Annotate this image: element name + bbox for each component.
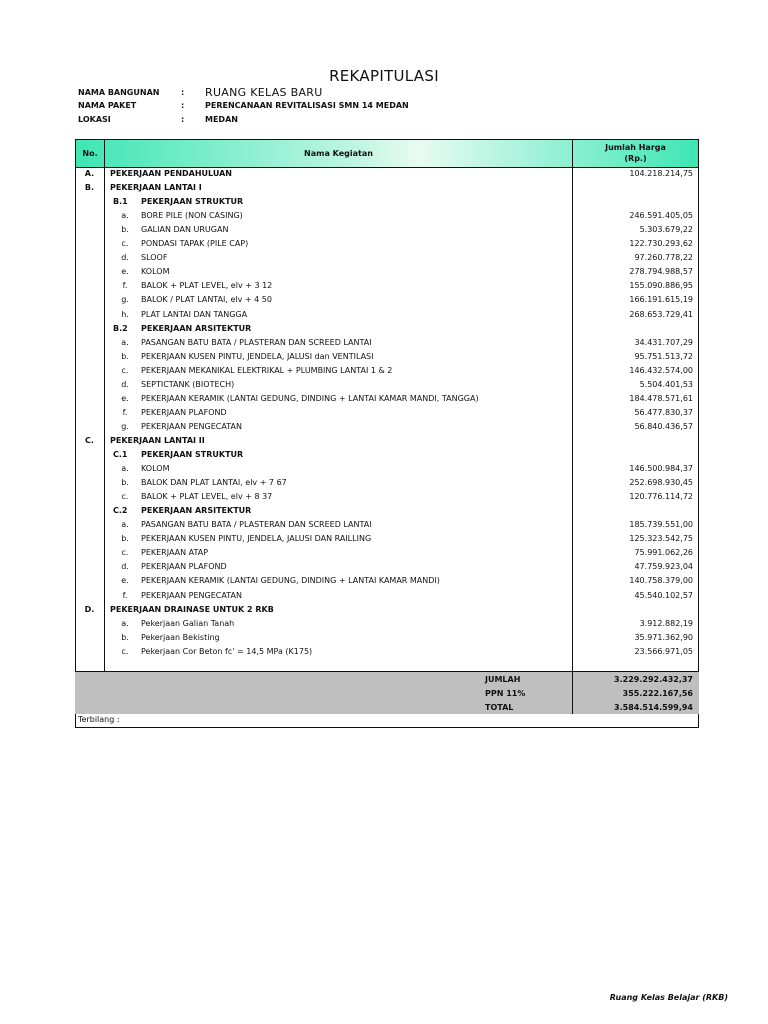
row-label: SLOOF <box>141 253 168 263</box>
table-row <box>75 322 699 336</box>
row-label: BORE PILE (NON CASING) <box>141 211 243 221</box>
row-label: BALOK / PLAT LANTAI, elv + 4 50 <box>141 295 272 305</box>
meta-value: MEDAN <box>205 115 238 124</box>
row-letter: b. <box>121 478 129 488</box>
row-label: SEPTICTANK (BIOTECH) <box>141 379 235 389</box>
table-row <box>75 308 699 322</box>
row-letter: a. <box>121 618 129 628</box>
row-letter: c. <box>121 239 129 249</box>
table-row <box>75 589 699 603</box>
row-value: 146.500.984,37 <box>629 464 693 474</box>
header-jumlah-line2: (Rp.) <box>624 154 647 163</box>
row-letter: a. <box>121 211 129 221</box>
row-label: PEKERJAAN DRAINASE UNTUK 2 RKB <box>110 604 274 614</box>
row-value: 166.191.615,19 <box>629 295 693 305</box>
meta-key: NAMA BANGUNAN <box>78 88 160 97</box>
row-label: PEKERJAAN KERAMIK (LANTAI GEDUNG, DINDING + LANTAI KAMAR MANDI) <box>141 576 440 586</box>
row-label: PEKERJAAN ATAP <box>141 548 209 558</box>
row-value: 34.431.707,29 <box>634 337 693 347</box>
row-letter: d. <box>121 379 129 389</box>
meta-sep: : <box>181 101 185 110</box>
table-row <box>75 251 699 265</box>
row-value: 146.432.574,00 <box>629 365 693 375</box>
row-value: 97.260.778,22 <box>634 253 693 263</box>
row-label: BALOK + PLAT LEVEL, elv + 3 12 <box>141 281 273 291</box>
table-row <box>75 195 699 209</box>
table-row <box>75 546 699 560</box>
meta-value: RUANG KELAS BARU <box>205 86 323 99</box>
total-label: TOTAL <box>485 703 514 712</box>
row-label: GALIAN DAN URUGAN <box>141 225 229 235</box>
row-number: D. <box>84 604 95 614</box>
row-label: PEKERJAAN ARSITEKTUR <box>141 323 252 333</box>
row-letter: e. <box>121 576 129 586</box>
row-letter: e. <box>121 393 129 403</box>
row-value: 3.912.882,19 <box>639 618 693 628</box>
row-value: 268.653.729,41 <box>629 309 693 319</box>
row-label: PEKERJAAN PLAFOND <box>141 407 227 417</box>
terbilang-row: Terbilang : <box>75 714 699 728</box>
row-label: PEKERJAAN MEKANIKAL ELEKTRIKAL + PLUMBING LANTAI 1 & 2 <box>141 365 393 375</box>
table-row <box>75 532 699 546</box>
row-number: C. <box>85 435 94 445</box>
row-label: PONDASI TAPAK (PILE CAP) <box>141 239 249 249</box>
table-row <box>75 490 699 504</box>
row-letter: b. <box>121 351 129 361</box>
table-row <box>75 209 699 223</box>
row-label: PEKERJAAN LANTAI II <box>110 435 205 445</box>
row-label: PASANGAN BATU BATA / PLASTERAN DAN SCREED LANTAI <box>141 520 372 530</box>
row-subsection: B.1 <box>113 197 128 207</box>
row-letter: g. <box>121 295 129 305</box>
row-letter: a. <box>121 520 129 530</box>
table-row <box>75 181 699 195</box>
row-value: 278.794.988,57 <box>629 267 693 277</box>
row-letter: d. <box>121 562 129 572</box>
row-value: 246.591.405,05 <box>629 211 693 221</box>
row-letter: f. <box>122 281 128 291</box>
row-value: 125.323.542,75 <box>629 534 693 544</box>
row-label: BALOK + PLAT LEVEL, elv + 8 37 <box>141 492 273 502</box>
table-header <box>75 139 699 168</box>
row-label: Pekerjaan Bekisting <box>141 632 220 642</box>
meta-key: LOKASI <box>78 115 111 124</box>
row-number: A. <box>84 169 95 178</box>
row-value: 56.840.436,57 <box>634 421 693 431</box>
row-label: KOLOM <box>141 267 170 277</box>
row-subsection: B.2 <box>113 323 128 333</box>
row-value: 5.303.679,22 <box>639 225 693 235</box>
meta-sep: : <box>181 115 185 124</box>
row-label: PASANGAN BATU BATA / PLASTERAN DAN SCREED LANTAI <box>141 337 372 347</box>
table-row <box>75 392 699 406</box>
row-value: 5.504.401,53 <box>639 379 693 389</box>
totals-section <box>75 671 699 714</box>
row-letter: a. <box>121 337 129 347</box>
table-row <box>75 364 699 378</box>
meta-value: PERENCANAAN REVITALISASI SMN 14 MEDAN <box>205 101 409 110</box>
total-value: 355.222.167,56 <box>622 689 693 698</box>
table-row <box>75 336 699 350</box>
row-value: 95.751.513,72 <box>634 351 693 361</box>
row-letter: c. <box>121 548 129 558</box>
row-label: Pekerjaan Galian Tanah <box>141 618 235 628</box>
total-label: JUMLAH <box>485 675 521 684</box>
total-value: 3.584.514.599,94 <box>614 703 693 712</box>
meta-key: NAMA PAKET <box>78 101 137 110</box>
table-row <box>75 645 699 659</box>
table-row <box>75 223 699 237</box>
table-row <box>75 448 699 462</box>
table-row <box>75 603 699 617</box>
row-label: PEKERJAAN LANTAI I <box>110 183 202 193</box>
row-label: PEKERJAAN KUSEN PINTU, JENDELA, JALUSI DAN RAILLING <box>141 534 372 544</box>
row-value: 120.776.114,72 <box>629 492 693 502</box>
row-letter: f. <box>122 407 128 417</box>
table-row <box>75 462 699 476</box>
row-letter: e. <box>121 267 129 277</box>
row-value: 45.540.102,57 <box>634 590 693 600</box>
total-row-jumlah <box>75 673 699 686</box>
footer-label: Ruang Kelas Belajar (RKB) <box>609 993 728 1002</box>
row-label: PEKERJAAN PLAFOND <box>141 562 227 572</box>
row-label: PEKERJAAN KUSEN PINTU, JENDELA, JALUSI dan VENTILASI <box>141 351 374 361</box>
row-value: 140.758.379,00 <box>629 576 693 586</box>
row-value: 185.739.551,00 <box>629 520 693 530</box>
header-no: No. <box>76 140 105 167</box>
row-value: 104.218.214,75 <box>629 169 693 178</box>
row-value: 122.730.293,62 <box>629 239 693 249</box>
row-label: PLAT LANTAI DAN TANGGA <box>141 309 248 319</box>
row-value: 35.971.362,90 <box>634 632 693 642</box>
table-row <box>75 504 699 518</box>
table-row <box>75 617 699 631</box>
table-row <box>75 574 699 588</box>
row-label: KOLOM <box>141 464 170 474</box>
row-value: 75.991.062,26 <box>634 548 693 558</box>
table-row <box>75 518 699 532</box>
row-label: Pekerjaan Cor Beton fc' = 14,5 MPa (K175) <box>141 646 313 656</box>
table-row <box>75 167 699 181</box>
row-label: PEKERJAAN STRUKTUR <box>141 197 244 207</box>
row-label: PEKERJAAN STRUKTUR <box>141 450 244 459</box>
row-label: PEKERJAAN PENDAHULUAN <box>110 169 232 178</box>
row-letter: c. <box>121 492 129 502</box>
row-letter: d. <box>121 253 129 263</box>
total-label: PPN 11% <box>485 689 526 698</box>
row-label: PEKERJAAN KERAMIK (LANTAI GEDUNG, DINDING + LANTAI KAMAR MANDI, TANGGA) <box>141 393 479 403</box>
row-number: B. <box>84 183 95 193</box>
table-row <box>75 293 699 307</box>
row-subsection: C.2 <box>113 506 128 516</box>
row-value: 155.090.886,95 <box>629 281 693 291</box>
row-letter: b. <box>121 534 129 544</box>
table-row <box>75 476 699 490</box>
row-value: 23.566.971,05 <box>634 646 693 656</box>
row-label: PEKERJAAN PENGECATAN <box>141 421 242 431</box>
table-row <box>75 279 699 293</box>
row-letter: c. <box>121 365 129 375</box>
row-value: 56.477.830,37 <box>634 407 693 417</box>
row-letter: g. <box>121 421 129 431</box>
total-value: 3.229.292.432,37 <box>614 675 693 684</box>
row-value: 252.698.930,45 <box>629 478 693 488</box>
table-row <box>75 378 699 392</box>
table-row <box>75 434 699 448</box>
row-letter: a. <box>121 464 129 474</box>
header-jumlah-line1: Jumlah Harga <box>605 143 666 152</box>
table-row <box>75 420 699 434</box>
row-letter: c. <box>121 646 129 656</box>
table-row <box>75 350 699 364</box>
row-letter: b. <box>121 632 129 642</box>
row-letter: f. <box>122 590 128 600</box>
row-subsection: C.1 <box>113 450 128 459</box>
row-label: PEKERJAAN ARSITEKTUR <box>141 506 252 516</box>
table-row <box>75 406 699 420</box>
header-nama-kegiatan: Nama Kegiatan <box>105 140 573 167</box>
total-row-total <box>75 701 699 714</box>
row-label: PEKERJAAN PENGECATAN <box>141 590 242 600</box>
row-value: 47.759.923,04 <box>634 562 693 572</box>
meta-sep: : <box>181 88 185 97</box>
table-row <box>75 237 699 251</box>
row-value: 184.478.571,61 <box>629 393 693 403</box>
row-letter: h. <box>121 309 129 319</box>
total-row-ppn <box>75 687 699 700</box>
table-row <box>75 631 699 645</box>
table-row <box>75 560 699 574</box>
header-jumlah-harga <box>573 142 698 164</box>
row-letter: b. <box>121 225 129 235</box>
page-title: REKAPITULASI <box>329 67 439 85</box>
table-row <box>75 265 699 279</box>
row-label: BALOK DAN PLAT LANTAI, elv + 7 67 <box>141 478 287 488</box>
